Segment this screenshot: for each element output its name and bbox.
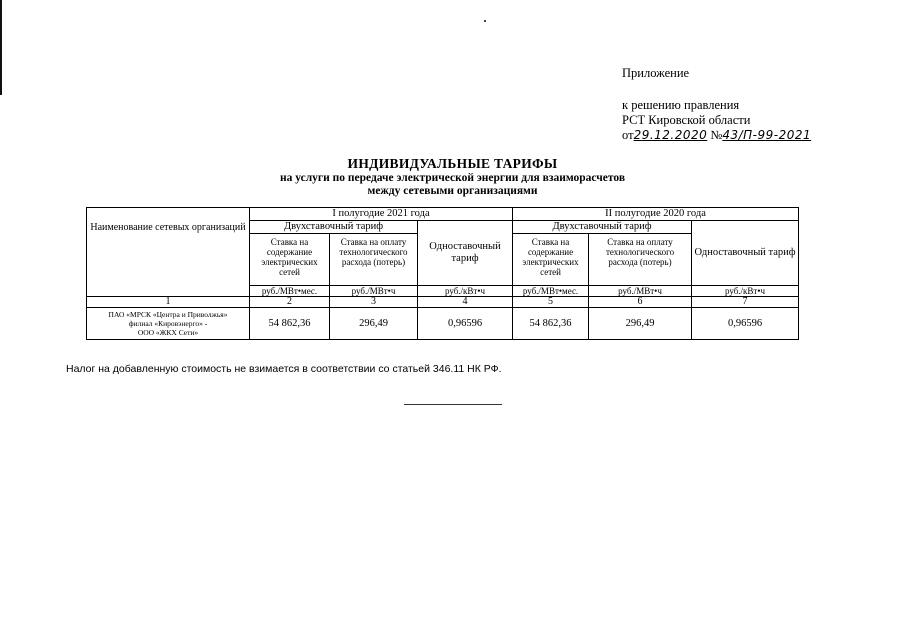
org-name-header: Наименование сетевых организаций xyxy=(87,208,250,297)
document-subtitle-2: между сетевыми организациями xyxy=(367,185,538,197)
org-name-cell xyxy=(87,308,250,340)
unit-cell: руб./МВт•мес. xyxy=(513,286,589,297)
single-rate-header-1: Одноставочный тариф xyxy=(418,221,513,286)
document-title-block xyxy=(0,156,905,198)
document-subtitle-1: на услуги по передаче электрической энергии для взаиморасчетов xyxy=(279,172,626,184)
unit-cell: руб./МВт•мес. xyxy=(250,286,330,297)
period-2-header: II полугодие 2020 года xyxy=(513,208,799,221)
value-cell: 0,96596 xyxy=(418,308,513,340)
handwritten-number: 43/П-99-2021 xyxy=(722,128,812,142)
unit-cell: руб./МВт•ч xyxy=(330,286,418,297)
vat-note: Налог на добавленную стоимость не взимается в соответствии со статьей 346.11 НК РФ. xyxy=(66,363,502,375)
two-rate-header-1: Двухставочный тариф xyxy=(250,221,418,234)
column-number: 5 xyxy=(513,297,589,308)
appendix-authority: РСТ Кировской области xyxy=(622,113,751,127)
date-prefix: от xyxy=(622,128,634,142)
appendix-decision: к решению правления xyxy=(622,98,740,112)
unit-cell: руб./кВт•ч xyxy=(692,286,799,297)
rate-losses-header-2: Ставка на оплату технологического расхода (потерь) xyxy=(589,234,692,286)
column-number: 3 xyxy=(330,297,418,308)
value-cell: 54 862,36 xyxy=(250,308,330,340)
appendix-block xyxy=(622,66,811,143)
appendix-date-number xyxy=(622,128,811,143)
appendix-title: Приложение xyxy=(622,66,690,80)
column-number: 1 xyxy=(87,297,250,308)
column-number: 4 xyxy=(418,297,513,308)
rate-losses-header-1: Ставка на оплату технологического расхода (потерь) xyxy=(330,234,418,286)
single-rate-header-2: Одноставочный тариф xyxy=(692,221,799,286)
period-1-header: I полугодие 2021 года xyxy=(250,208,513,221)
org-name-line: филиал «Кировэнерго» - xyxy=(128,319,208,328)
unit-cell: руб./кВт•ч xyxy=(418,286,513,297)
page-edge-rule xyxy=(0,0,2,95)
column-number: 6 xyxy=(589,297,692,308)
column-number: 7 xyxy=(692,297,799,308)
two-rate-header-2: Двухставочный тариф xyxy=(513,221,692,234)
column-number: 2 xyxy=(250,297,330,308)
value-cell: 54 862,36 xyxy=(513,308,589,340)
closing-rule xyxy=(404,404,502,405)
scan-speck xyxy=(484,20,486,22)
org-name-line: ПАО «МРСК «Центра и Приволжья» xyxy=(108,310,228,319)
value-cell: 0,96596 xyxy=(692,308,799,340)
unit-cell: руб./МВт•ч xyxy=(589,286,692,297)
tariffs-table xyxy=(86,207,799,340)
org-name-line: ООО «ЖКХ Сети» xyxy=(137,328,199,337)
number-prefix: № xyxy=(710,128,723,142)
table-row xyxy=(87,308,799,340)
rate-maintenance-header-1: Ставка на содержание электрических сетей xyxy=(250,234,330,286)
rate-maintenance-header-2: Ставка на содержание электрических сетей xyxy=(513,234,589,286)
value-cell: 296,49 xyxy=(330,308,418,340)
value-cell: 296,49 xyxy=(589,308,692,340)
document-title: ИНДИВИДУАЛЬНЫЕ ТАРИФЫ xyxy=(347,156,558,171)
handwritten-date: 29.12.2020 xyxy=(633,128,708,142)
